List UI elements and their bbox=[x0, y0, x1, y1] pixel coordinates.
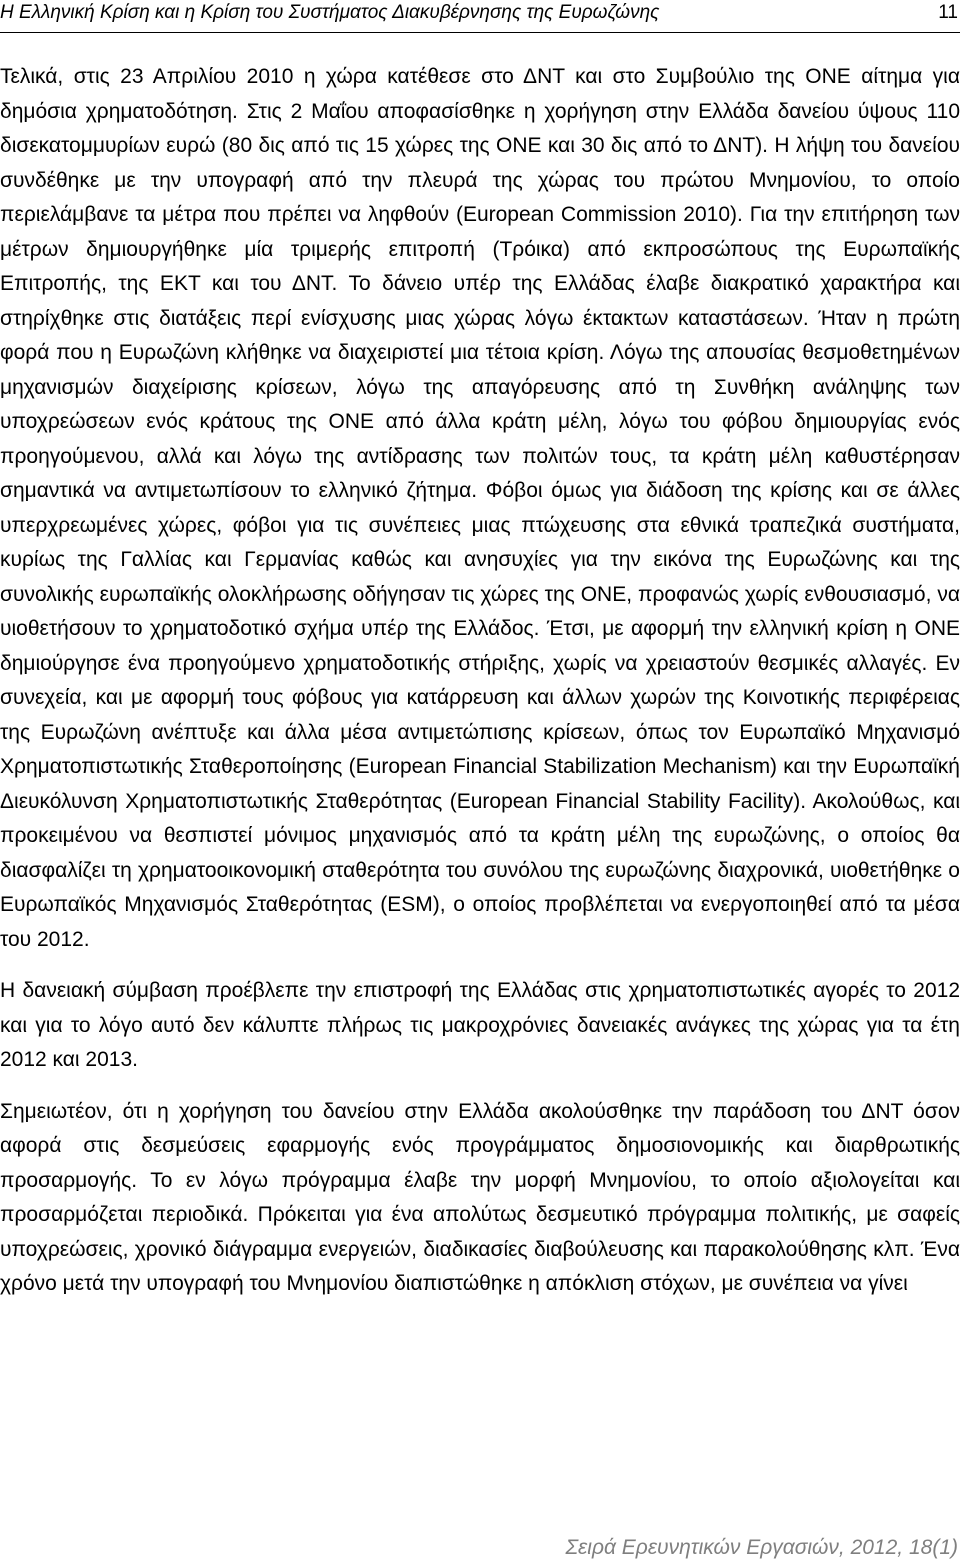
paragraph-3: Σημειωτέον, ότι η χορήγηση του δανείου στην Ελλάδα ακολούσθηκε την παράδοση του ΔΝΤ όσον αφορά στις δεσμεύσεις εφαρμογής ενός προγράμματος δημοσιονομικής και διαρθρωτικής προσαρμογής. Το εν λόγω πρόγραμμα έλαβε την μορφή Μνημονίου, το οποίο αξιολογείται και προσαρμόζεται περιοδικά. Πρόκειται για ένα απολύτως δεσμευτικό πρόγραμμα πολιτικής, με σαφείς υποχρεώσεις, χρονικό διάγραμμα ενεργειών, διαδικασίες διαβούλευσης και παρακολούθησης κλπ. Ένα χρόνο μετά την υπογραφή του Μνημονίου διαπιστώθηκε η απόκλιση στόχων, με συνέπεια να γίνει bbox=[0, 1099, 960, 1295]
header-title: Η Ελληνική Κρίση και η Κρίση του Συστήματος Διακυβέρνησης της Ευρωζώνης bbox=[0, 2, 660, 23]
running-footer: Σειρά Ερευνητικών Εργασιών, 2012, 18(1) bbox=[565, 1536, 958, 1559]
paragraph-2: Η δανειακή σύμβαση προέβλεπε την επιστροφή της Ελλάδας στις χρηματοπιστωτικές αγορές το 2012 και για το λόγο αυτό δεν κάλυπτε πλήρως τις μακροχρόνιες δανειακές ανάγκες της χώρας για τα έτη 2012 και 2013. bbox=[0, 979, 960, 1071]
running-header bbox=[0, 0, 960, 33]
body-text bbox=[0, 60, 960, 1302]
paragraph-1: Τελικά, στις 23 Απριλίου 2010 η χώρα κατέθεσε στο ΔΝΤ και στο Συμβούλιο της ΟΝΕ αίτημα για δημόσια χρηματοδότηση. Στις 2 Μαΐου αποφασίσθηκε η χορήγηση στην Ελλάδα δανείου ύψους 110 δισεκατομμυρίων ευρώ (80 δις από τις 15 χώρες της ΟΝΕ και 30 δις από το ΔΝΤ). Η λήψη του δανείου συνδέθηκε με την υπογραφή από την πλευρά της χώρας του πρώτου Μνημονίου, το οποίο περιελάμβανε τα μέτρα που πρέπει να ληφθούν (European Commission 2010). Για την επιτήρηση των μέτρων δημιουργήθηκε μία τριμερής επιτροπή (Τρόικα) από εκπροσώπους της Ευρωπαϊκής Επιτροπής, της ΕΚΤ και του ΔΝΤ. Το δάνειο υπέρ της Ελλάδας έλαβε διακρατικό χαρακτήρα και στηρίχθηκε στις διατάξεις περί ενίσχυσης μιας χώρας λόγω έκτακτων καταστάσεων. Ήταν η πρώτη φορά που η Ευρωζώνη κλήθηκε να διαχειριστεί μια τέτοια κρίση. Λόγω της απουσίας θεσμοθετημένων μηχανισμών διαχείρισης κρίσεων, λόγω της απαγόρευσης από τη Συνθήκη ανάληψης των υποχρεώσεων ενός κράτους της ΟΝΕ από άλλα κράτη μέλη, λόγω του φόβου δημιουργίας ενός προηγούμενου, αλλά και λόγω της αντίδρασης των πολιτών τους, τα κράτη μέλη καθυστέρησαν σημαντικά να αντιμετωπίσουν το ελληνικό ζήτημα. Φόβοι όμως για διάδοση της κρίσης και σε άλλες υπερχρεωμένες χώρες, φόβοι για τις συνέπειες μιας πτώχευσης στα εθνικά τραπεζικά συστήματα, κυρίως της Γαλλίας και Γερμανίας καθώς και ανησυχίες για την εικόνα της Ευρωζώνης και της συνολικής ευρωπαϊκής ολοκλήρωσης οδήγησαν τις χώρες της ΟΝΕ, προφανώς χωρίς ενθουσιασμό, να υιοθετήσουν το χρηματοδοτικό σχήμα υπέρ της Ελλάδος. Έτσι, με αφορμή την ελληνική κρίση η ΟΝΕ δημιούργησε ένα προηγούμενο χρηματοδοτικής στήριξης, χωρίς να χρειαστούν θεσμικές αλλαγές. Εν συνεχεία, και με αφορμή τους φόβους για κατάρρευση και άλλων χωρών της Κοινοτικής περιφέρειας της Ευρωζώνη ανέπτυξε και άλλα μέσα αντιμετώπισης κρίσεων, όπως τον Ευρωπαϊκό Μηχανισμό Χρηματοπιστωτικής Σταθεροποίησης (European Financial Stabilization Mechanism) και την Ευρωπαϊκή Διευκόλυνση Χρηματοπιστωτικής Σταθερότητας (European Financial Stability Facility). Ακολούθως, και προκειμένου να θεσπιστεί μόνιμος μηχανισμός από τα κράτη μέλη της ευρωζώνης, ο οποίος θα διασφαλίζει τη χρηματοοικονομική σταθερότητα του συνόλου της ευρωζώνης διαχρονικά, υιοθετήθηκε ο Ευρωπαϊκός Μηχανισμός Σταθερότητας (ESM), ο οποίος προβλέπεται να ενεργοποιηθεί από τα μέσα του 2012. bbox=[0, 65, 960, 951]
page-number: 11 bbox=[938, 2, 958, 23]
